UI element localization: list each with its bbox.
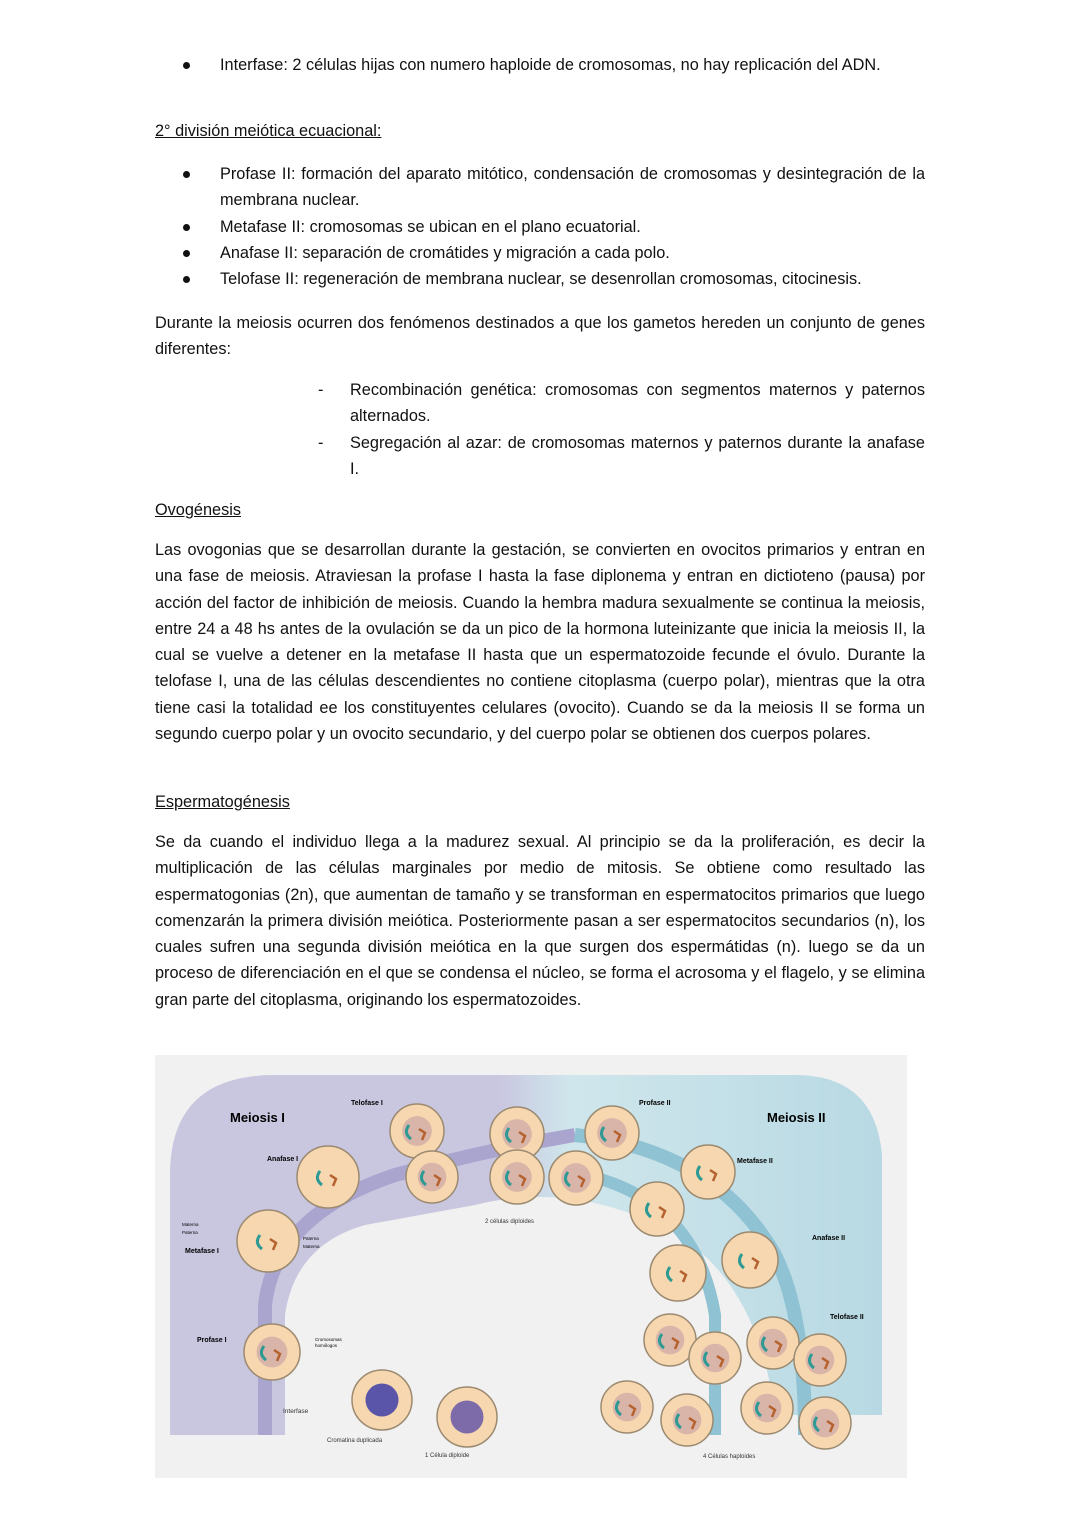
bullet-profase-ii: Profase II: formación del aparato mitótico, condensación de cromosomas y desintegración de la membrana nuclear. <box>183 161 925 214</box>
label-materna-right: Materna <box>303 1244 320 1249</box>
cell <box>722 1232 778 1288</box>
espermatogenesis-heading: Espermatogénesis <box>155 793 290 811</box>
cell <box>297 1146 359 1208</box>
second-division-list <box>183 161 925 292</box>
bullet-interfase: Interfase: 2 células hijas con numero haploide de cromosomas, no hay replicación del ADN. <box>183 52 925 78</box>
cell <box>650 1245 706 1301</box>
label-paterna: Paterna <box>182 1230 198 1235</box>
label-telofase-i: Telofase I <box>351 1100 383 1107</box>
label-materna: Materna <box>182 1222 199 1227</box>
label-cromatina-duplicada: Cromatina duplicada <box>327 1438 383 1444</box>
cell <box>681 1145 735 1199</box>
cell <box>237 1210 299 1272</box>
label-4-celulas-haploides: 4 Células haploides <box>703 1454 756 1460</box>
cell-nucleus <box>366 1384 399 1417</box>
bullet-metafase-ii: Metafase II: cromosomas se ubican en el plano ecuatorial. <box>183 214 925 240</box>
label-metafase-ii: Metafase II <box>737 1158 773 1165</box>
label-1-celula-diploide: 1 Célula diploide <box>425 1453 470 1459</box>
cell <box>630 1182 684 1236</box>
bullet-anafase-ii: Anafase II: separación de cromátides y migración a cada polo. <box>183 240 925 266</box>
phenomena-list <box>318 377 925 482</box>
label-anafase-ii: Anafase II <box>812 1235 846 1242</box>
label-anafase-i: Anafase I <box>267 1156 299 1163</box>
label-interfase: Interfase <box>283 1408 309 1415</box>
label-homologos: homólogos <box>315 1343 338 1348</box>
label-profase-i: Profase I <box>197 1337 227 1344</box>
label-meiosis-ii: Meiosis II <box>767 1110 826 1125</box>
label-profase-ii: Profase II <box>639 1100 671 1107</box>
bullet-telofase-ii: Telofase II: regeneración de membrana nuclear, se desenrollan cromosomas, citocinesis. <box>183 266 925 292</box>
label-meiosis-i: Meiosis I <box>230 1110 285 1125</box>
meiosis-diagram-svg <box>155 1055 907 1478</box>
label-2-celulas-diploides: 2 células diploides <box>485 1219 535 1225</box>
dash-segregacion: - Segregación al azar: de cromosomas maternos y paternos durante la anafase I. <box>318 430 925 483</box>
label-telofase-ii: Telofase II <box>830 1314 864 1321</box>
ovogenesis-heading: Ovogénesis <box>155 501 241 519</box>
label-metafase-i: Metafase I <box>185 1248 219 1255</box>
phenomena-intro: Durante la meiosis ocurren dos fenómenos destinados a que los gametos hereden un conjunto de genes diferentes: <box>155 314 925 359</box>
label-paterna-right: Paterna <box>303 1236 319 1241</box>
meiosis-diagram <box>155 1055 907 1478</box>
espermatogenesis-paragraph: Se da cuando el individuo llega a la madurez sexual. Al principio se da la proliferación, es decir la multiplicación de las células marginales por medio de mitosis. Se obtiene como resultado las espermatogonias (2n), que aumentan de tamaño y se transforman en espermatocitos primarios que luego comenzarán la primera división meiótica. Posteriormente pasan a ser espermatocitos secundarios (n), los cuales sufren una segunda división meiótica en la que surgen dos espermátidas (n). luego se da un proceso de diferenciación en el que se condensa el núcleo, se forma el acrosoma y el flagelo, y se elimina gran parte del citoplasma, originando los espermatozoides. <box>155 833 925 1009</box>
dash-recombinacion: - Recombinación genética: cromosomas con segmentos maternos y paternos alternados. <box>318 377 925 430</box>
label-cromosomas: Cromosomas <box>315 1337 342 1342</box>
second-division-heading: 2° división meiótica ecuacional: <box>155 122 382 140</box>
cell-nucleus <box>451 1401 484 1434</box>
interfase-list <box>183 52 925 78</box>
ovogenesis-paragraph: Las ovogonias que se desarrollan durante la gestación, se convierten en ovocitos primarios y entran en una fase de meiosis. Atraviesan la profase I hasta la fase diplonema y entran en dictioteno (pausa) por acción del factor de inhibición de meiosis. Cuando la hembra madura sexualmente se continua la meiosis, entre 24 a 48 hs antes de la ovulación se da un pico de la hormona luteinizante que inicia la meiosis II, la cual se vuelve a detener en la metafase II hasta que un espermatozoide fecunde el óvulo. Durante la telofase I, una de las células descendientes no contiene citoplasma (cuerpo polar), mientras que la otra tiene casi la totalidad ee los constituyentes celulares (ovocito). Cuando se da la meiosis II se forma un segundo cuerpo polar y un ovocito secundario, y del cuerpo polar se obtienen dos cuerpos polares. <box>155 541 925 744</box>
